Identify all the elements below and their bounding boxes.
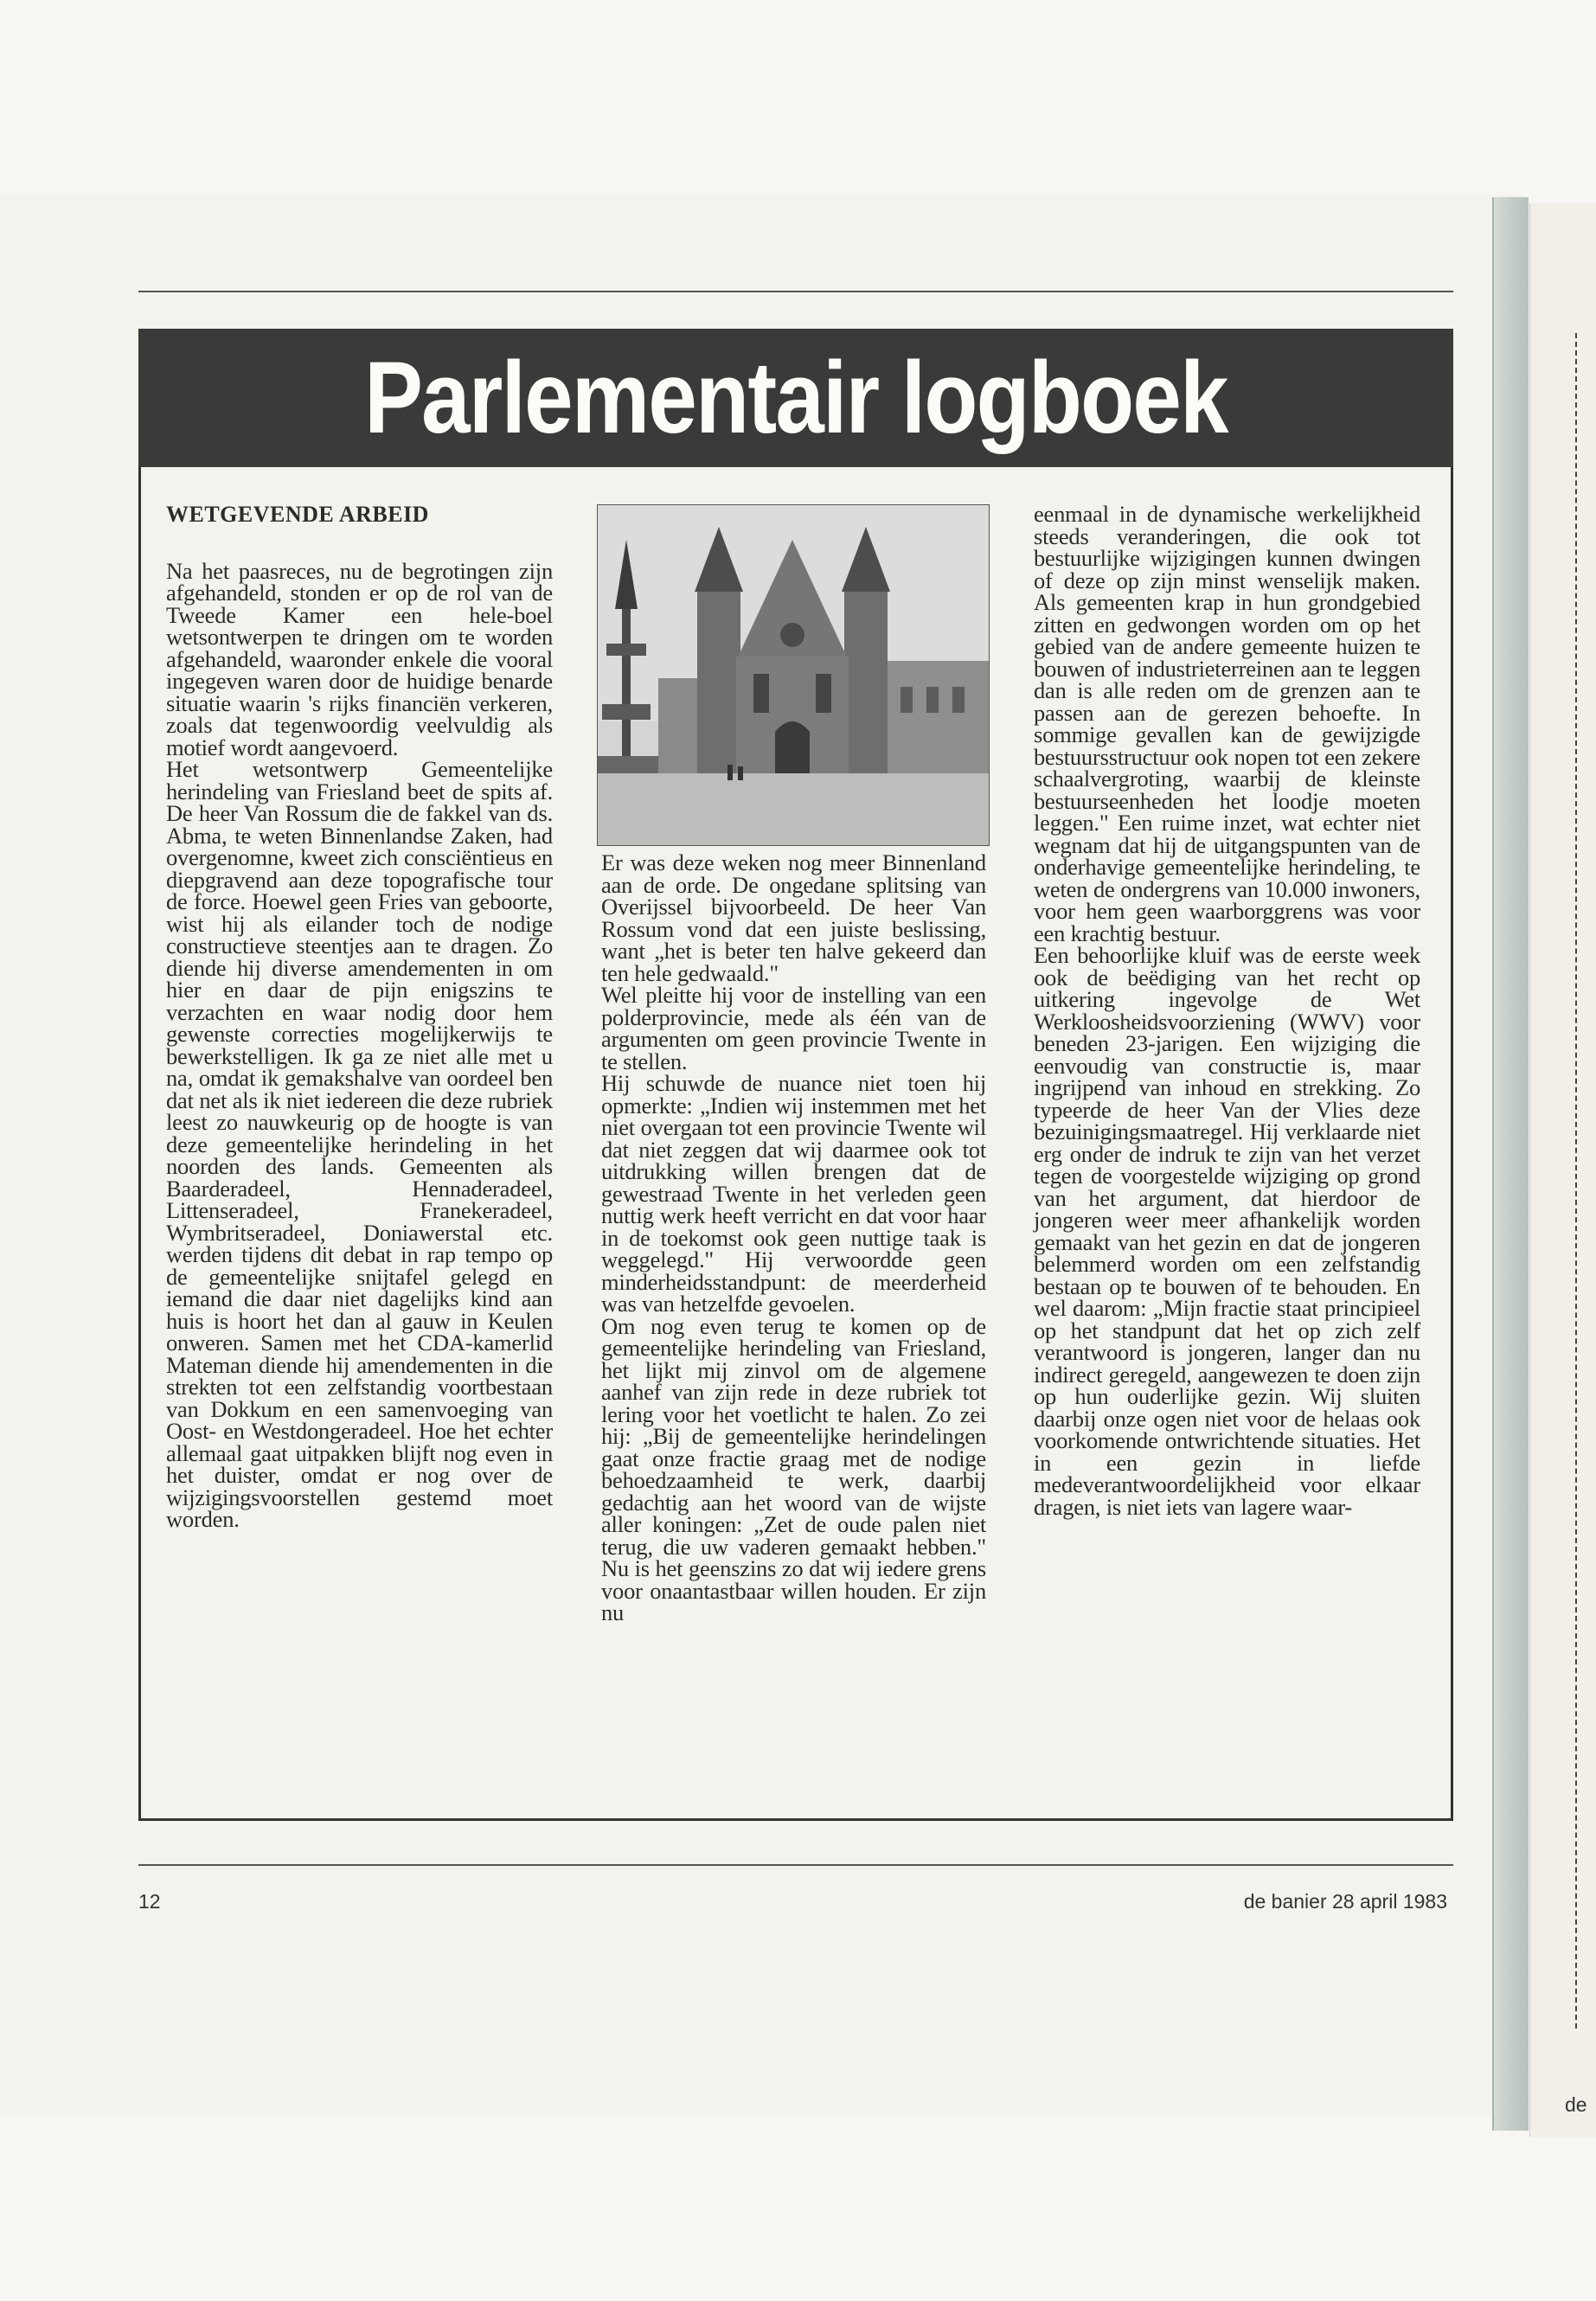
article-column-1 [166,503,553,1531]
paragraph: Hij schuwde de nuance niet toen hij opmerkte: „Indien wij instemmen met het niet overgaan tot een provincie Twente wil dat niet zeggen dat wij daarmee ook tot uitdrukking willen brengen dat de gewestraad Twente in het verleden geen nuttig werk heeft verricht en dat voor haar in de toekomst ook geen nuttige taak is weggelegd." Hij verwoordde geen minderheidsstandpunt: de meerderheid was van hetzelfde gevoelen. [601,1070,986,1317]
page-number: 12 [138,1890,161,1913]
bottom-rule [138,1864,1453,1866]
article-column-3 [1034,503,1420,1518]
section-heading: WETGEVENDE ARBEID [166,502,429,527]
adjacent-page-edge [1529,203,1596,2137]
title-banner [138,329,1453,467]
paragraph: Om nog even terug te komen op de gemeentelijke herindeling van Friesland, het lijkt mij zinvol om de algemene aanhef van zijn rede in deze rubriek tot lering voor het voetlicht te halen. Zo zei hij: „Bij de gemeentelijke herindelingen gaat onze fractie graag met de nodige behoedzaamheid te werk, daarbij gedachtig aan het woord van de wijste aller koningen: „Zet de oude palen niet terug, die uw vaderen gemaakt hebben." Nu is het geenszins zo dat wij iedere grens voor onaantastbaar willen houden. Er zijn nu [601,1312,986,1625]
paragraph: eenmaal in de dynamische werkelijkheid steeds veranderingen, die ook tot bestuurlijke wijzigingen kunnen dwingen of deze op zijn minst wenselijk maken. Als gemeenten krap in hun grondgebied zitten en gedwongen worden om op het gebied van de andere gemeente huizen te bouwen of industrieterreinen aan te leggen dan is alle reden om de grenzen aan te passen aan de gerezen behoefte. In sommige gevallen kan de gewijzigde bestuursstructuur ook nopen tot een zekere schaalvergroting, waarbij de kleinste bestuurseenheden het loodje moeten leggen." Een ruime inzet, wat echter niet wegnam dat hij de uitgangspunten van de onderhavige gemeentelijke herindeling, te weten de ondergrens van 10.000 inwoners, voor hem geen waarborggrens was voor een krachtig bestuur. [1034,501,1420,946]
paragraph: Na het paasreces, nu de begrotingen zijn afgehandeld, stonden er op de rol van de Tweede Kamer een hele-boel wetsontwerpen te dringen om te worden afgehandeld, waaronder enkele die vooral ingegeven waren door de huidige benarde situatie waarin 's rijks financiën verkeren, zoals dat tegenwoordig veelvuldig als motief wordt aangevoerd. [166,557,553,760]
binding-spine [1492,197,1529,2131]
building-photo-illustration [598,505,989,845]
paragraph: Er was deze weken nog meer Binnenland aan de orde. De ongedane splitsing van Overijssel bijvoorbeeld. De heer Van Rossum vond dat een juiste beslissing, want „het is beter ten halve gekeerd dan ten hele gedwaald." [601,849,986,986]
publication-date: de banier 28 april 1983 [1243,1890,1447,1913]
paragraph: Het wetsontwerp Gemeentelijke herindeling van Friesland beet de spits af. De heer Van Rossum die de fakkel van ds. Abma, te weten Binnenlandse Zaken, had overgenomne, kweet zich consciëntieus en diepgravend aan deze topografische tour de force. Hoewel geen Fries van geboorte, wist hij als eilander toch de nodige constructieve steentjes aan te dragen. Zo diende hij diverse amendementen in om hier en daar de pijn enigszins te verzachten en waar nodig door hem gewenste correcties mogelijkerwijs te bewerkstelligen. Ik ga ze niet alle met u na, omdat ik gemakshalve van oordeel ben dat net als ik niet iedereen die deze rubriek leest zo nauwkeurig op de hoogte is van deze gemeentelijke herindeling in het noorden des lands. Gemeenten als Baarderadeel, Hennaderadeel, Littenseradeel, Franekeradeel, Wymbritseradeel, Doniawerstal etc. werden tijdens dit debat in rap tempo op de gemeentelijke snijtafel gelegd en iemand die daar niet dagelijks kind aan huis is hoort het dan al gauw in Keulen onweren. Samen met het CDA-kamerlid Mateman diende hij amendementen in die strekten tot een zelfstandig voortbestaan van Dokkum en een samenvoeging van Oost- en Westdongeradeel. Hoe het echter allemaal gaat uitpakken blijft nog even in het duister, omdat er nog over de wijzigingsvoorstellen gestemd moet worden. [166,756,553,1532]
paragraph: Een behoorlijke kluif was de eerste week ook de beëdiging van het recht op uitkering ingevolge de Wet Werkloosheidsvoorziening (WWV) voor beneden 23-jarigen. Een wijziging die eenvoudig van constructie is, maar ingrijpend van inhoud en strekking. Zo typeerde de heer Van der Vlies deze bezuinigingsmaatregel. Hij verklaarde niet erg onder de indruk te zijn van het verzet tegen de voorgestelde wijziging op grond van het argument, dat hierdoor de jongeren weer meer afhankelijk worden gemaakt van het gezin en dat de jongeren belemmerd worden om een zelfstandig bestaan op te bouwen of te behouden. En wel daarom: „Mijn fractie staat principieel op het standpunt dat het op zich zelf verantwoord is jongeren, langer dan nu indirect geregeld, aangewezen te doen zijn op hun ouderlijke gezin. Wij sluiten daarbij onze ogen niet voor de helaas ook voorkomende ontwrichtende situaties. Het in een gezin in liefde medeverantwoordelijkheid voor elkaar dragen, is niet iets van lagere waar- [1034,942,1420,1520]
article-column-2 [601,849,986,1625]
adjacent-page-border [1575,333,1579,2029]
top-rule [138,291,1453,292]
page-title: Parlementair logboek [364,341,1227,455]
adjacent-page-footer: de [1565,2093,1587,2116]
photo-ridderzaal [597,504,990,846]
paragraph: Wel pleitte hij voor de instelling van een polderprovincie, mede als één van de argumenten om geen provincie Twente in te stellen. [601,982,986,1074]
